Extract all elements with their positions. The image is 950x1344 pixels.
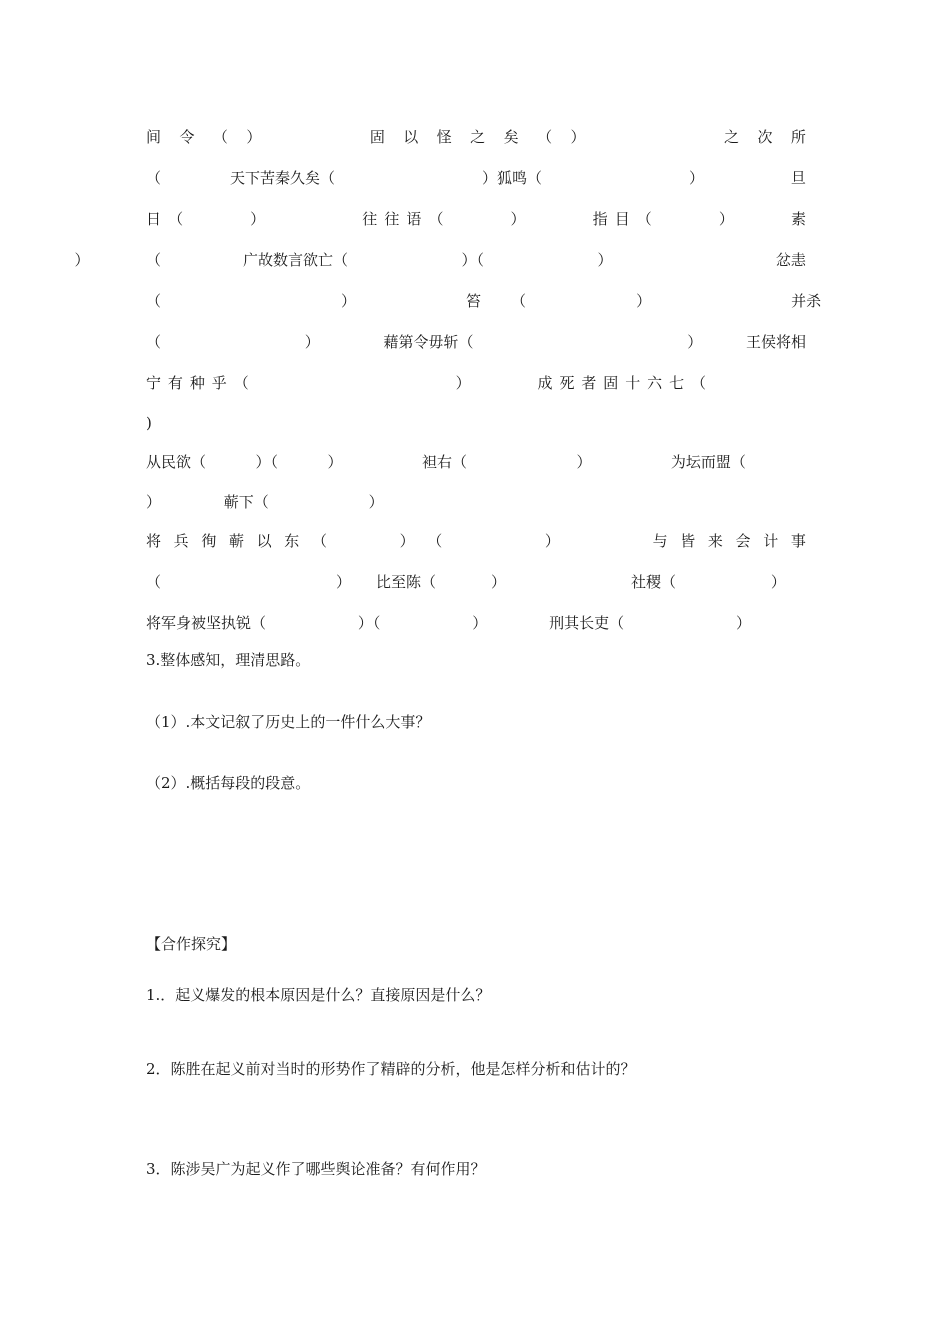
vocab-token: 袒右（ xyxy=(421,452,467,471)
vocab-token: 往 xyxy=(384,209,400,228)
vocab-token: ） xyxy=(455,373,471,392)
vocab-token: ） xyxy=(146,493,162,511)
vocab-token: ） xyxy=(341,291,357,310)
vocab-token: （ xyxy=(428,209,444,228)
vocab-token: ） xyxy=(544,531,560,550)
vocab-token: ） xyxy=(304,332,320,351)
vocab-token: （ xyxy=(212,127,228,146)
vocab-token: 日 xyxy=(146,209,162,228)
vocab-line-4 xyxy=(74,247,806,271)
vocab-token: 将 xyxy=(146,531,162,550)
vocab-token: 从民欲（ xyxy=(146,452,207,471)
vocab-token: 令 xyxy=(179,127,195,146)
vocab-token: 社稷（ xyxy=(630,572,676,591)
vocab-token: ） xyxy=(368,493,384,511)
vocab-token: 旦 xyxy=(790,168,806,187)
vocab-line-12 xyxy=(146,569,806,593)
vocab-token: ） xyxy=(576,452,592,471)
vocab-token: 间 xyxy=(146,127,162,146)
vocab-token: 种 xyxy=(189,373,205,392)
vocab-token: 刑其长吏（ xyxy=(549,613,625,632)
vocab-token: 死 xyxy=(559,373,575,392)
vocab-token: 以 xyxy=(256,531,272,550)
vocab-token: 比至陈（ xyxy=(375,572,436,591)
vocab-token: ）（ xyxy=(255,452,278,471)
vocab-token: ） xyxy=(399,531,415,550)
vocab-line-3 xyxy=(146,206,806,230)
vocab-token: 所 xyxy=(790,127,806,146)
vocab-token: ) xyxy=(146,414,152,432)
vocab-token: 七 xyxy=(669,373,685,392)
vocab-line-8 xyxy=(146,411,152,435)
vocab-token: ） xyxy=(718,209,734,228)
vocab-token: （ xyxy=(146,250,162,269)
vocab-token: 怪 xyxy=(436,127,452,146)
vocab-line-9 xyxy=(146,449,806,473)
vocab-token: 素 xyxy=(790,209,806,228)
vocab-token: 固 xyxy=(369,127,385,146)
vocab-token: 杀 xyxy=(806,291,822,310)
vocab-token: 十 xyxy=(625,373,641,392)
vocab-token: 固 xyxy=(603,373,619,392)
vocab-token: ） xyxy=(636,291,652,310)
vocab-token: 并 xyxy=(791,291,807,310)
cooperate-question-1: 1.．起义爆发的根本原因是什么？直接原因是什么？ xyxy=(146,986,491,1004)
vocab-token: 往 xyxy=(362,209,378,228)
vocab-token: ） xyxy=(472,613,488,632)
vocab-token: ） xyxy=(735,613,751,632)
vocab-token: 六 xyxy=(647,373,663,392)
vocab-token: 事 xyxy=(790,531,806,550)
vocab-token: 会 xyxy=(735,531,751,550)
vocab-token: 藉第令毋斩（ xyxy=(383,332,474,351)
vocab-token: 笞 xyxy=(466,291,482,310)
vocab-token: 之 xyxy=(723,127,739,146)
vocab-token: 与 xyxy=(652,531,668,550)
vocab-line-7 xyxy=(146,370,806,394)
vocab-token: ） xyxy=(250,209,266,228)
vocab-token: ）（ xyxy=(461,250,484,269)
vocab-token: ） xyxy=(74,250,90,269)
vocab-token: ） xyxy=(510,209,526,228)
vocab-token: （ xyxy=(146,332,162,351)
vocab-token: （ xyxy=(636,209,652,228)
vocab-token: （ xyxy=(168,209,184,228)
vocab-token: 计 xyxy=(763,531,779,550)
vocab-line-1 xyxy=(146,124,806,148)
vocab-token: 忿恚 xyxy=(775,250,806,269)
vocab-token: 乎 xyxy=(211,373,227,392)
cooperate-question-2: 2．陈胜在起义前对当时的形势作了精辟的分析，他是怎样分析和估计的？ xyxy=(146,1060,636,1078)
vocab-token: 皆 xyxy=(680,531,696,550)
vocab-token: 广故数言欲亡（ xyxy=(242,250,348,269)
vocab-token: 为坛而盟（ xyxy=(670,452,746,471)
vocab-token: 有 xyxy=(167,373,183,392)
vocab-line-5 xyxy=(146,288,822,312)
vocab-line-6 xyxy=(146,329,806,353)
vocab-token: 者 xyxy=(581,373,597,392)
vocab-token: 矣 xyxy=(503,127,519,146)
vocab-token: ） xyxy=(770,572,786,591)
vocab-token: 宁 xyxy=(146,373,162,392)
vocab-token: ）狐鸣（ xyxy=(481,168,542,187)
vocab-token: 次 xyxy=(757,127,773,146)
vocab-token: （ xyxy=(311,531,327,550)
vocab-line-11 xyxy=(146,528,806,552)
vocab-token: （ xyxy=(146,291,162,310)
vocab-token: 王侯将相 xyxy=(745,332,806,351)
vocab-token: 东 xyxy=(284,531,300,550)
vocab-token: （ xyxy=(146,168,162,187)
vocab-token: ） xyxy=(688,168,704,187)
vocab-token: 目 xyxy=(614,209,630,228)
vocab-token: ） xyxy=(335,572,351,591)
vocab-token: 语 xyxy=(406,209,422,228)
vocab-token: （ xyxy=(537,127,553,146)
vocab-token: ）（ xyxy=(357,613,381,632)
vocab-token: 成 xyxy=(537,373,553,392)
vocab-token: （ xyxy=(233,373,249,392)
vocab-token: （ xyxy=(427,531,443,550)
vocab-token: ） xyxy=(246,127,262,146)
vocab-token: （ xyxy=(146,572,162,591)
vocab-token: ） xyxy=(570,127,586,146)
section-3-question-2: （2）.概括每段的段意。 xyxy=(146,774,311,792)
cooperate-title: 【合作探究】 xyxy=(146,935,237,953)
vocab-token: 来 xyxy=(707,531,723,550)
vocab-token: 兵 xyxy=(173,531,189,550)
vocab-token: ） xyxy=(597,250,613,269)
vocab-token: ） xyxy=(490,572,506,591)
vocab-token: 蕲下（ xyxy=(223,493,269,511)
vocab-token: 之 xyxy=(470,127,486,146)
vocab-token: 以 xyxy=(403,127,419,146)
vocab-token: 将军身被坚执锐（ xyxy=(146,613,267,632)
vocab-token: 徇 xyxy=(201,531,217,550)
vocab-line-10 xyxy=(146,490,384,514)
vocab-token: ） xyxy=(687,332,703,351)
vocab-token: （ xyxy=(511,291,527,310)
vocab-token: 蕲 xyxy=(228,531,244,550)
cooperate-question-3: 3．陈涉吴广为起义作了哪些舆论准备？有何作用？ xyxy=(146,1160,486,1178)
section-3-question-1: （1）.本文记叙了历史上的一件什么大事？ xyxy=(146,713,431,731)
vocab-token: ） xyxy=(327,452,343,471)
vocab-token: 指 xyxy=(592,209,608,228)
vocab-token: （ xyxy=(690,373,706,392)
vocab-token: 天下苦秦久矣（ xyxy=(229,168,335,187)
vocab-line-2 xyxy=(146,165,806,189)
section-3-title: 3.整体感知，理清思路。 xyxy=(146,651,311,669)
vocab-line-13 xyxy=(146,610,806,634)
